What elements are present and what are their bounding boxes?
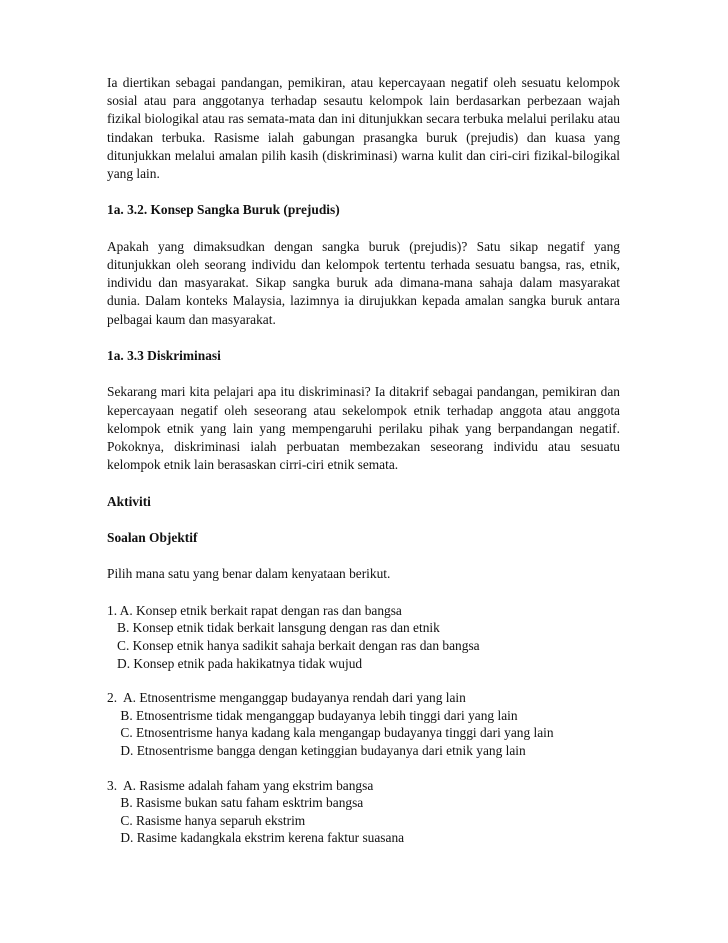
soalan-objektif-heading: Soalan Objektif — [107, 529, 198, 545]
question-2-option-b: B. Etnosentrisme tidak menganggap budayanya lebih tinggi dari yang lain — [107, 707, 518, 723]
question-3-option-d: D. Rasime kadangkala ekstrim kerena faktur suasana — [107, 830, 405, 846]
question-1-option-d: D. Konsep etnik pada hakikatnya tidak wujud — [107, 655, 363, 671]
question-3 — [107, 777, 620, 847]
question-2-option-c: C. Etnosentrisme hanya kadang kala mengangap budayanya tinggi dari yang lain — [107, 725, 554, 741]
question-2 — [107, 689, 620, 759]
question-2-option-d: D. Etnosentrisme bangga dengan ketinggian budayanya dari etnik yang lain — [107, 742, 526, 758]
question-1-option-a: 1. A. Konsep etnik berkait rapat dengan ras dan bangsa — [107, 602, 402, 618]
question-1 — [107, 602, 620, 672]
question-3-option-b: B. Rasisme bukan satu faham esktrim bangsa — [107, 795, 364, 811]
question-1-option-b: B. Konsep etnik tidak berkait lansgung dengan ras dan etnik — [107, 620, 440, 636]
intro-paragraph: Ia diertikan sebagai pandangan, pemikiran, atau kepercayaan negatif oleh sesuatu kelompok sosial atau para anggotanya terhadap sesautu kelompok lain berdasarkan perbezaan wajah fizikal biologikal atau ras semata-mata dan ini ditunjukkan secara terbuka melalui perilaku atau tindakan terbuka. Rasisme ialah gabungan prasangka buruk (prejudis) dan kuasa yang ditunjukkan melalui amalan pilih kasih (diskriminasi) warna kulit dan ciri-ciri fizikal-bilogikal yang lain. — [107, 75, 620, 182]
prejudis-heading: 1a. 3.2. Konsep Sangka Buruk (prejudis) — [107, 202, 340, 218]
aktiviti-heading: Aktiviti — [107, 493, 151, 509]
diskriminasi-heading: 1a. 3.3 Diskriminasi — [107, 348, 221, 363]
document-page — [107, 74, 620, 864]
question-2-option-a: 2. A. Etnosentrisme menganggap budayanya rendah dari yang lain — [107, 690, 466, 706]
question-3-option-a: 3. A. Rasisme adalah faham yang ekstrim bangsa — [107, 777, 374, 793]
question-1-option-c: C. Konsep etnik hanya sadikit sahaja berkait dengan ras dan bangsa — [107, 637, 480, 653]
question-3-option-c: C. Rasisme hanya separuh ekstrim — [107, 812, 306, 828]
diskriminasi-paragraph: Sekarang mari kita pelajari apa itu diskriminasi? Ia ditakrif sebagai pandangan, pemikiran dan kepercayaan negatif oleh seseorang atau sekelompok etnik terhadap anggota atau anggota kelompok etnik yang lain yang mempengaruhi perilaku pihak yang berpandangan negatif. Pokoknya, diskriminasi ialah perbuatan membezakan seseorang individu atau sesuatu kelompok etnik lain berasaskan cirri-ciri etnik semata. — [107, 384, 620, 473]
instruction-text: Pilih mana satu yang benar dalam kenyataan berikut. — [107, 566, 391, 582]
prejudis-paragraph: Apakah yang dimaksudkan dengan sangka buruk (prejudis)? Satu sikap negatif yang ditunjukkan oleh seorang individu dan kelompok tertentu terhada sesuatu bangsa, ras, etnik, individu dan masyarakat. Sikap sangka buruk ada dimana-mana sahaja dalam masyarakat dunia. Dalam konteks Malaysia, lazimnya ia dirujukkan kepada amalan sangka buruk antara pelbagai kaum dan masyarakat. — [107, 238, 620, 327]
